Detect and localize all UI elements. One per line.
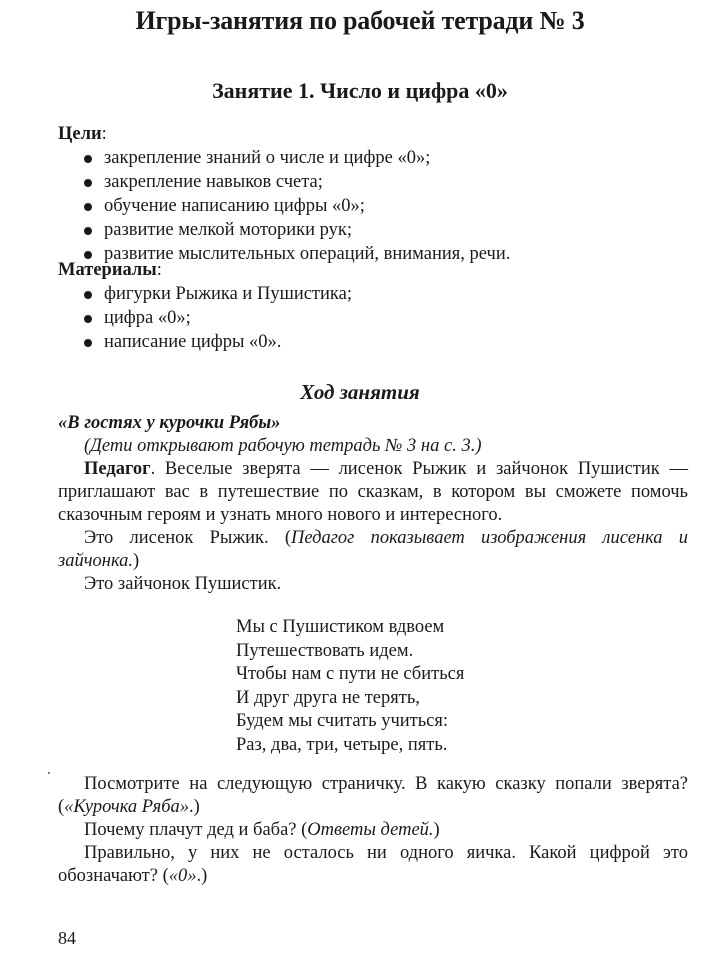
page-number: 84 (58, 928, 76, 948)
poem-line: Путешествовать идем. (236, 640, 414, 661)
bullet-icon (84, 339, 92, 347)
section-title: Ход занятия (300, 380, 420, 404)
list-item: развитие мелкой моторики рук; (82, 218, 698, 242)
bullet-icon (84, 291, 92, 299)
bullet-icon (84, 203, 92, 211)
poem-line: Чтобы нам с пути не сбиться (236, 664, 465, 684)
paragraph: Правильно, у них не осталось ни одного яичка. Какой цифрой это обозначают? («0».) (58, 843, 688, 886)
story-subtitle: «В гостях у курочки Рябы» (58, 413, 281, 433)
materials-list (58, 282, 698, 354)
poem-line: Раз, два, три, четыре, пять. (236, 734, 448, 755)
paragraph: Почему плачут дед и баба? (Ответы детей.) (84, 820, 440, 840)
list-item: фигурки Рыжика и Пушистика; (82, 282, 698, 306)
page-title: Игры-занятия по рабочей тетради № 3 (135, 6, 585, 35)
list-item: написание цифры «0». (82, 330, 698, 354)
poem-line: И друг друга не терять, (236, 687, 420, 708)
materials-label: Материалы (58, 260, 157, 280)
poem-line: Будем мы считать учиться: (236, 711, 449, 731)
lesson-title: Занятие 1. Число и цифра «0» (212, 78, 508, 103)
closing-section (58, 773, 688, 888)
poem (236, 616, 464, 757)
bullet-icon (84, 227, 92, 235)
list-item: обучение написанию цифры «0»; (82, 194, 698, 218)
paragraph: Это лисенок Рыжик. (Педагог показывает изображения лисенка и зайчонка.) (58, 528, 688, 571)
paragraph: Посмотрите на следующую страничку. В какую сказку попали зверята? («Курочка Ряба».) (58, 774, 688, 817)
bullet-icon (84, 315, 92, 323)
print-speck (48, 772, 50, 774)
poem-line: Мы с Пушистиком вдвоем (236, 617, 445, 637)
goals-section: Цели: закрепление знаний о числе и цифре «0»; закрепление навыков счета; обучение написанию цифры «0»; развитие мелкой моторики рук; развитие мыслительных операций, внимания, речи. (58, 122, 698, 266)
list-item: закрепление навыков счета; (82, 170, 698, 194)
speaker-label: Педагог (84, 459, 151, 479)
goals-label: Цели (58, 124, 102, 144)
list-item: закрепление знаний о числе и цифре «0»; (82, 146, 698, 170)
goals-list (58, 146, 698, 266)
story-section (58, 412, 688, 596)
materials-section: Материалы: фигурки Рыжика и Пушистика; цифра «0»; написание цифры «0». (58, 258, 698, 354)
bullet-icon (84, 179, 92, 187)
list-item: цифра «0»; (82, 306, 698, 330)
stage-note: (Дети открывают рабочую тетрадь № 3 на с. 3.) (84, 436, 482, 456)
paragraph: Это зайчонок Пушистик. (84, 574, 282, 594)
paragraph: Педагог. Веселые зверята — лисенок Рыжик и зайчонок Пушистик — приглашают вас в путешествие по сказкам, в котором вы сможете помочь сказочным героям и узнать много нового и интересного. (58, 459, 688, 525)
bullet-icon (84, 155, 92, 163)
list-item: развитие мыслительных операций, внимания, речи. (82, 242, 698, 266)
